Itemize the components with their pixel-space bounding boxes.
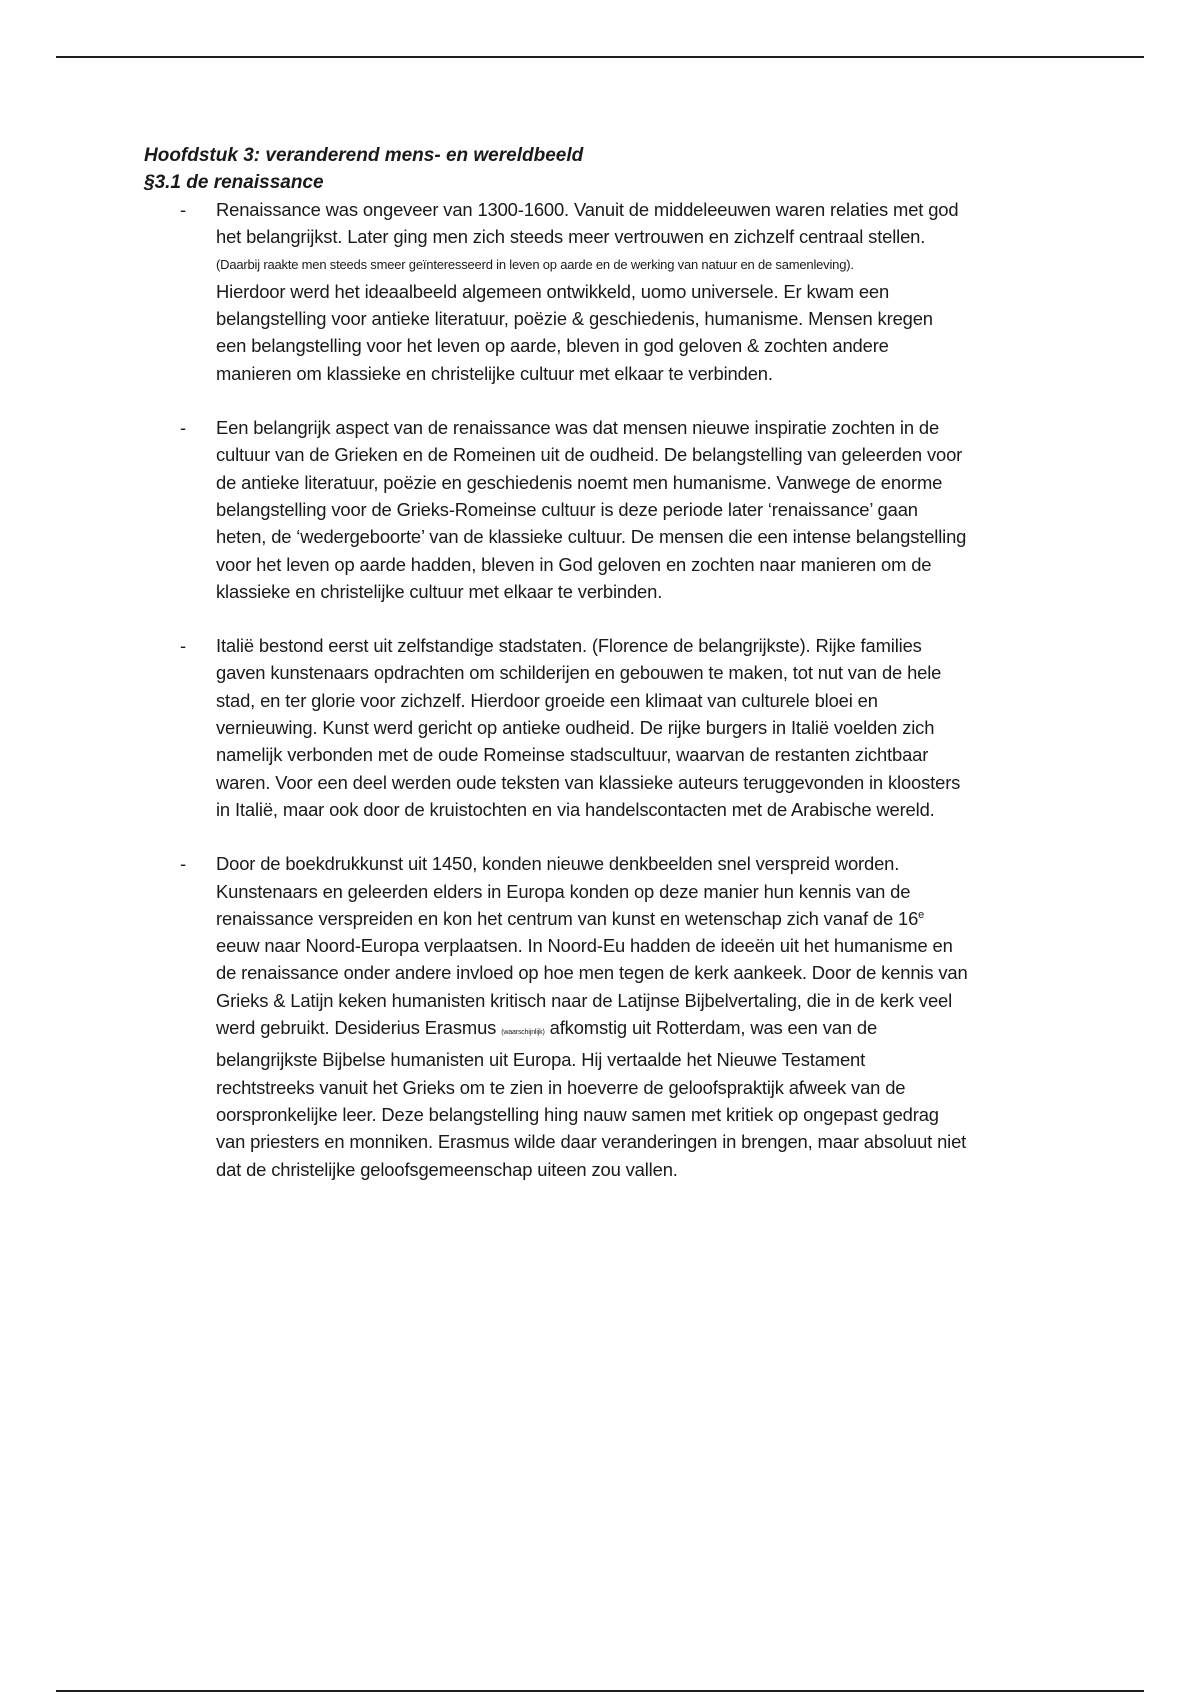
text-line: de antieke literatuur, poëzie en geschiedenis noemt men humanisme. Vanwege de enorme xyxy=(216,471,943,493)
bullet-list xyxy=(144,196,1064,1183)
text-line: van priesters en monniken. Erasmus wilde daar veranderingen in brengen, maar absoluut niet xyxy=(216,1131,967,1153)
text-line: het belangrijkst. Later ging men zich steeds meer vertrouwen en zichzelf centraal stellen. xyxy=(216,226,926,248)
text-fragment: renaissance verspreiden en kon het centrum van kunst en wetenschap zich vanaf de 16 xyxy=(216,907,919,929)
text-line: belangrijkste Bijbelse humanisten uit Europa. Hij vertaalde het Nieuwe Testament xyxy=(216,1049,866,1071)
text-line: heten, de ‘wedergeboorte’ van de klassieke cultuur. De mensen die een intense belangstelling xyxy=(216,526,967,548)
text-line: dat de christelijke geloofsgemeenschap uiteen zou vallen. xyxy=(216,1158,678,1180)
text-line: manieren om klassieke en christelijke cultuur met elkaar te verbinden. xyxy=(216,362,773,384)
text-line: Renaissance was ongeveer van 1300-1600. Vanuit de middeleeuwen waren relaties met god xyxy=(216,199,959,220)
text-line: Grieks & Latijn keken humanisten kritisch naar de Latijnse Bijbelvertaling, die in de kerk veel xyxy=(216,989,953,1011)
text-line xyxy=(216,905,1064,932)
bullet-dash: - xyxy=(180,635,186,657)
chapter-title: Hoofdstuk 3: veranderend mens- en wereldbeeld xyxy=(144,145,584,166)
superscript: e xyxy=(918,908,925,921)
text-line: gaven kunstenaars opdrachten om schilderijen en gebouwen te maken, tot nut van de hele xyxy=(216,662,942,684)
text-line: in Italië, maar ook door de kruistochten en via handelscontacten met de Arabische wereld. xyxy=(216,798,935,820)
text-fragment: werd gebruikt. Desiderius Erasmus xyxy=(216,1017,502,1039)
bullet-dash: - xyxy=(180,199,186,220)
text-line: namelijk verbonden met de oude Romeinse stadscultuur, waarvan de restanten zichtbaar xyxy=(216,744,929,766)
text-line: stad, en ter glorie voor zichzelf. Hierdoor groeide een klimaat van culturele bloei en xyxy=(216,689,878,711)
footer-rule xyxy=(56,1690,1144,1692)
bullet-dash: - xyxy=(180,417,186,439)
text-line: waren. Voor een deel werden oude teksten van klassieke auteurs teruggevonden in kloosters xyxy=(216,771,961,793)
text-line xyxy=(216,1014,1064,1046)
text-line: cultuur van de Grieken en de Romeinen uit de oudheid. De belangstelling van geleerden voor xyxy=(216,444,963,466)
tiny-note: (waarschijnlijk) xyxy=(501,1029,545,1037)
text-line: Door de boekdrukkunst uit 1450, konden nieuwe denkbeelden snel verspreid worden. xyxy=(216,853,900,875)
list-item-printing-press xyxy=(144,850,1064,1183)
small-note-line: (Daarbij raakte men steeds smeer geïnteresseerd in leven op aarde en de werking van natuur en de samenleving). xyxy=(216,256,854,272)
text-line: rechtstreeks vanuit het Grieks om te zien in hoeverre de geloofspraktijk afweek van de xyxy=(216,1076,906,1098)
text-line: Een belangrijk aspect van de renaissance was dat mensen nieuwe inspiratie zochten in de xyxy=(216,417,940,439)
text-line: belangstelling voor de Grieks-Romeinse cultuur is deze periode later ‘renaissance’ gaan xyxy=(216,498,918,520)
text-line: eeuw naar Noord-Europa verplaatsen. In Noord-Eu hadden de ideeën uit het humanisme en xyxy=(216,935,953,957)
text-line: voor het leven op aarde hadden, bleven in God geloven en zochten naar manieren om de xyxy=(216,553,932,575)
section-title: §3.1 de renaissance xyxy=(144,172,324,193)
text-line: Kunstenaars en geleerden elders in Europa konden op deze manier hun kennis van de xyxy=(216,880,911,902)
text-line: Hierdoor werd het ideaalbeeld algemeen ontwikkeld, uomo universele. Er kwam een xyxy=(216,280,890,302)
text-line: vernieuwing. Kunst werd gericht op antieke oudheid. De rijke burgers in Italië voelden zich xyxy=(216,717,935,739)
text-line: oorspronkelijke leer. Deze belangstelling hing nauw samen met kritiek op ongepast gedrag xyxy=(216,1103,939,1125)
header-rule xyxy=(56,56,1144,58)
text-line: klassieke en christelijke cultuur met elkaar te verbinden. xyxy=(216,580,663,602)
list-item-humanism xyxy=(144,414,1064,605)
document-body xyxy=(144,142,1064,1210)
text-line: Italië bestond eerst uit zelfstandige stadstaten. (Florence de belangrijkste). Rijke families xyxy=(216,635,922,657)
text-line: belangstelling voor antieke literatuur, poëzie & geschiedenis, humanisme. Mensen kregen xyxy=(216,308,933,330)
list-item-italy xyxy=(144,632,1064,823)
list-item-renaissance-intro xyxy=(144,196,1064,387)
bullet-dash: - xyxy=(180,853,186,875)
text-fragment: afkomstig uit Rotterdam, was een van de xyxy=(544,1017,878,1039)
text-line: de renaissance onder andere invloed op hoe men tegen de kerk aankeek. Door de kennis van xyxy=(216,962,968,984)
text-line: een belangstelling voor het leven op aarde, bleven in god geloven & zochten andere xyxy=(216,335,889,357)
